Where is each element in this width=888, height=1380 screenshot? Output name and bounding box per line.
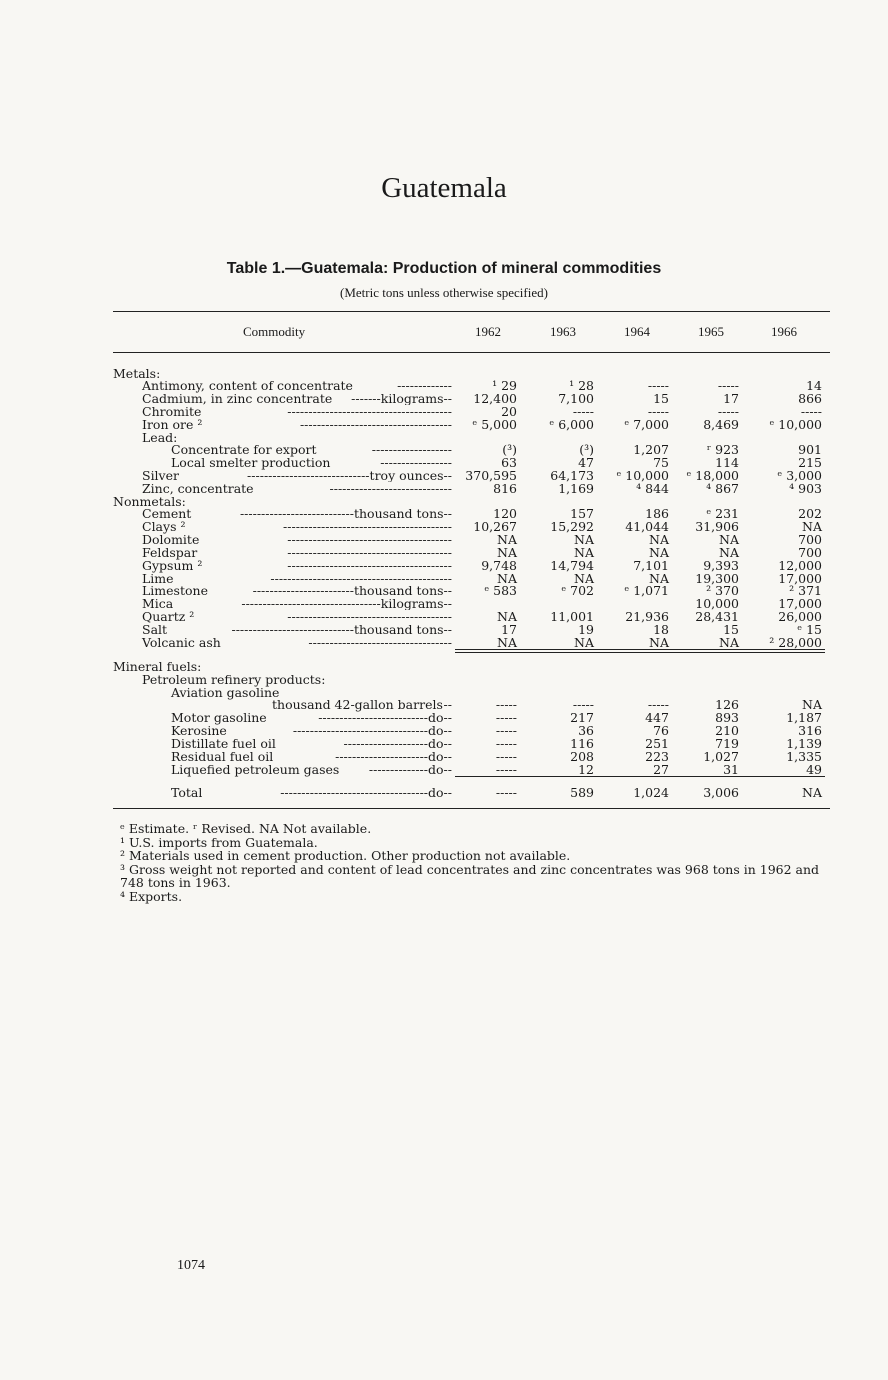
- table-cell: NA: [649, 571, 669, 586]
- footnotes: [120, 822, 832, 903]
- column-header-1963: 1963: [550, 324, 576, 339]
- table-cell: ᵉ 18,000: [686, 468, 739, 483]
- page-title: Guatemala: [381, 172, 507, 204]
- leader-dots: ---------------------------: [239, 507, 354, 520]
- column-header-commodity: Commodity: [243, 324, 306, 339]
- table-cell: 17: [723, 391, 739, 406]
- table-cell: 64,173: [550, 468, 594, 483]
- row-leader: [206, 786, 452, 799]
- table-cell: 210: [715, 723, 739, 738]
- row-unit: kilograms: [380, 597, 444, 610]
- leader-dots: ----------------------------------: [308, 636, 452, 649]
- row-unit: kilograms: [380, 392, 444, 405]
- footnote-legend: ᵉ Estimate. ʳ Revised. NA Not available.: [120, 821, 372, 836]
- table-cell: NA: [574, 635, 594, 650]
- table-cell: 63: [501, 455, 517, 470]
- table-cell: ¹ 29: [492, 378, 517, 393]
- row-leader: [170, 597, 452, 610]
- table-cell: -----: [495, 762, 517, 777]
- table-cell: NA: [497, 545, 517, 560]
- table-cell: NA: [649, 545, 669, 560]
- table-cell: 11,001: [550, 609, 594, 624]
- table-cell: 126: [715, 697, 739, 712]
- row-leader: [198, 546, 452, 559]
- table-cell: NA: [802, 785, 822, 800]
- table-cell: 41,044: [625, 519, 669, 534]
- column-header-1964: 1964: [624, 324, 650, 339]
- row-leader: [198, 533, 452, 546]
- table-cell: 1,024: [633, 785, 669, 800]
- table-cell: ⁴ 903: [789, 481, 822, 496]
- table-cell: 1,169: [558, 481, 594, 496]
- row-label: Volcanic ash: [142, 635, 221, 650]
- footnote-3-cont: 748 tons in 1963.: [120, 875, 231, 890]
- table-cell: 370,595: [465, 468, 517, 483]
- table-cell: 36: [578, 723, 594, 738]
- table-cell: ᵉ 10,000: [769, 417, 822, 432]
- row-leader: [198, 610, 452, 623]
- footnote-2: ² Materials used in cement production. Other production not available.: [120, 848, 571, 863]
- row-leader: [338, 392, 452, 405]
- leader-dots: -------------: [397, 379, 452, 392]
- table-cell: ᵉ 10,000: [616, 468, 669, 483]
- table-cell: NA: [802, 697, 822, 712]
- table-cell: 186: [645, 506, 669, 521]
- table-cell: ² 28,000: [769, 635, 822, 650]
- table-cell: 10,000: [695, 596, 739, 611]
- table-cell: (³): [579, 442, 594, 457]
- leader-dots: ---------------------------------------: [287, 610, 452, 623]
- table-cell: 116: [570, 736, 594, 751]
- table-cell: 17,000: [778, 596, 822, 611]
- row-leader: [261, 482, 452, 495]
- row-unit: thousand tons: [353, 623, 444, 636]
- row-leader: [325, 443, 452, 456]
- row-label: Silver: [142, 468, 179, 483]
- table-cell: 1,027: [703, 749, 739, 764]
- row-label: Lead:: [142, 430, 178, 445]
- leader-dots: -------------------: [371, 443, 452, 456]
- row-label: Cement: [142, 506, 192, 521]
- leader-dots: ------------------------: [252, 584, 354, 597]
- row-leader: [339, 456, 452, 469]
- leader-dots: --: [443, 724, 452, 737]
- table-cell: NA: [649, 635, 669, 650]
- table-cell: NA: [574, 532, 594, 547]
- table-cell: 7,100: [558, 391, 594, 406]
- table-cell: 17: [501, 622, 517, 637]
- table-cell: NA: [649, 532, 669, 547]
- table-cell: -----: [717, 378, 739, 393]
- leader-dots: -----------------------------: [329, 482, 452, 495]
- table-cell: 18: [653, 622, 669, 637]
- table-cell: -----: [717, 404, 739, 419]
- table-cell: ¹ 28: [569, 378, 594, 393]
- table-cell: 10,267: [473, 519, 517, 534]
- table-cell: 9,748: [481, 558, 517, 573]
- leader-dots: --------------------: [343, 737, 429, 750]
- table-cell: 1,139: [786, 736, 822, 751]
- row-leader: [198, 559, 452, 572]
- leader-dots: --------------: [368, 763, 429, 776]
- table-cell: 120: [493, 506, 517, 521]
- row-label: Feldspar: [142, 545, 198, 560]
- table-cell: 15,292: [550, 519, 594, 534]
- leader-dots: ----------------------: [335, 750, 429, 763]
- table-cell: 75: [653, 455, 669, 470]
- leader-dots: --: [443, 507, 452, 520]
- leader-dots: -----------------: [380, 456, 452, 469]
- table-cell: -----: [572, 404, 594, 419]
- table-cell: 17,000: [778, 571, 822, 586]
- table-cell: NA: [719, 532, 739, 547]
- table-cell: 26,000: [778, 609, 822, 624]
- leader-dots: -----------------------------: [231, 623, 354, 636]
- row-unit: do: [428, 711, 444, 724]
- column-header-1962: 1962: [475, 324, 501, 339]
- row-label: Local smelter production: [171, 455, 331, 470]
- table-cell: ⁴ 844: [636, 481, 669, 496]
- table-cell: 14,794: [550, 558, 594, 573]
- table-cell: 7,101: [633, 558, 669, 573]
- row-label: Antimony, content of concentrate: [142, 378, 353, 393]
- row-leader: [191, 520, 452, 533]
- leader-dots: --: [443, 584, 452, 597]
- table-cell: -----: [495, 736, 517, 751]
- row-label: Kerosine: [171, 723, 227, 738]
- leader-dots: ---------------------------------------: [287, 546, 452, 559]
- table-cell: 700: [798, 532, 822, 547]
- table-cell: 19: [578, 622, 594, 637]
- table-cell: -----: [647, 697, 669, 712]
- leader-dots: -------: [351, 392, 381, 405]
- leader-dots: --------------------------------: [292, 724, 429, 737]
- leader-dots: --: [443, 698, 452, 711]
- table-cell: 47: [578, 455, 594, 470]
- table-cell: -----: [495, 723, 517, 738]
- table-cell: -----: [572, 697, 594, 712]
- table-cell: NA: [802, 519, 822, 534]
- table-cell: 1,335: [786, 749, 822, 764]
- leader-dots: --: [443, 623, 452, 636]
- row-label: Residual fuel oil: [171, 749, 274, 764]
- table-cell: ᵉ 231: [706, 506, 739, 521]
- table-cell: -----: [647, 378, 669, 393]
- leader-dots: --: [443, 392, 452, 405]
- table-title: Table 1.—Guatemala: Production of mineral commodities: [226, 260, 662, 277]
- table-cell: 208: [570, 749, 594, 764]
- table-cell: NA: [497, 609, 517, 624]
- table-cell: 12: [578, 762, 594, 777]
- table-cell: 223: [645, 749, 669, 764]
- table-cell: -----: [800, 404, 822, 419]
- table-cell: ² 370: [706, 583, 739, 598]
- leader-dots: --: [443, 597, 452, 610]
- leader-dots: --: [443, 763, 452, 776]
- table-cell: 3,006: [703, 785, 739, 800]
- row-label: Clays ²: [142, 519, 186, 534]
- row-unit: do: [428, 750, 444, 763]
- table-cell: 15: [723, 622, 739, 637]
- footnote-4: ⁴ Exports.: [120, 888, 183, 904]
- table-subtitle: (Metric tons unless otherwise specified): [340, 285, 548, 300]
- row-label: Iron ore ²: [142, 417, 203, 432]
- leader-dots: ---------------------------------------: [287, 405, 452, 418]
- row-label: thousand 42-gallon barrels: [272, 697, 443, 712]
- table-cell: ᵉ 3,000: [777, 468, 822, 483]
- table-cell: 901: [798, 442, 822, 457]
- table-cell: 21,936: [625, 609, 669, 624]
- table-cell: -----: [495, 697, 517, 712]
- table-cell: 700: [798, 545, 822, 560]
- table-cell: 202: [798, 506, 822, 521]
- table-cell: ᵉ 5,000: [472, 417, 517, 432]
- nonmetals-double-rule: [455, 649, 825, 650]
- table-cell: 251: [645, 736, 669, 751]
- table-cell: (³): [502, 442, 517, 457]
- table-cell: 217: [570, 710, 594, 725]
- table-cell: ᵉ 702: [561, 583, 594, 598]
- leader-dots: --------------------------: [318, 711, 429, 724]
- column-header-1966: 1966: [771, 324, 797, 339]
- table-cell: -----: [495, 749, 517, 764]
- table-cell: NA: [719, 635, 739, 650]
- row-label: Motor gasoline: [171, 710, 267, 725]
- footnote-1: ¹ U.S. imports from Guatemala.: [120, 834, 318, 850]
- leader-dots: -----------------------------------: [280, 786, 429, 799]
- row-unit: thousand tons: [353, 507, 444, 520]
- row-label: Quartz ²: [142, 609, 195, 624]
- table-cell: 20: [501, 404, 517, 419]
- table-cell: ᵉ 6,000: [549, 417, 594, 432]
- row-unit: thousand tons: [353, 584, 444, 597]
- table-cell: 1,207: [633, 442, 669, 457]
- total-rule: [455, 776, 825, 777]
- row-leader: [226, 636, 452, 649]
- table-cell: 12,400: [473, 391, 517, 406]
- leader-dots: -----------------------------: [247, 469, 370, 482]
- table-cell: 9,393: [703, 558, 739, 573]
- leader-dots: --: [443, 737, 452, 750]
- row-label: Concentrate for export: [171, 442, 317, 457]
- row-label: Petroleum refinery products:: [142, 672, 326, 687]
- table-cell: 27: [653, 762, 669, 777]
- row-label: Gypsum ²: [142, 558, 203, 573]
- row-label: Lime: [142, 571, 174, 586]
- column-header-1965: 1965: [698, 324, 724, 339]
- table-cell: -----: [495, 710, 517, 725]
- table-cell: 719: [715, 736, 739, 751]
- leader-dots: ---------------------------------------: [287, 533, 452, 546]
- row-leader: [184, 507, 452, 520]
- table-cell: 28,431: [695, 609, 739, 624]
- row-unit: do: [428, 763, 444, 776]
- leader-dots: ---------------------------------: [241, 597, 381, 610]
- row-leader: [212, 418, 452, 431]
- nonmetals-double-rule-2: [455, 652, 825, 653]
- leader-dots: ------------------------------------: [299, 418, 452, 431]
- leader-dots: ---------------------------------------: [287, 559, 452, 572]
- row-label: Aviation gasoline: [171, 685, 280, 700]
- table-cell: 114: [715, 455, 739, 470]
- table-cell: NA: [574, 545, 594, 560]
- row-label: Salt: [142, 622, 168, 637]
- row-label: Zinc, concentrate: [142, 481, 254, 496]
- table-cell: 447: [645, 710, 669, 725]
- table-header-rule: [113, 352, 830, 353]
- row-leader: [205, 584, 452, 597]
- row-leader: [198, 405, 452, 418]
- row-label: Limestone: [142, 583, 208, 598]
- leader-dots: ----------------------------------------: [283, 520, 452, 533]
- table-cell: ⁴ 867: [706, 481, 739, 496]
- row-leader: [304, 737, 452, 750]
- table-cell: ² 371: [789, 583, 822, 598]
- page-number: 1074: [177, 1258, 205, 1273]
- table-cell: ᵉ 15: [797, 622, 822, 637]
- row-label: Mineral fuels:: [113, 659, 202, 674]
- table-cell: 31,906: [695, 519, 739, 534]
- row-leader: [269, 711, 452, 724]
- row-label: Cadmium, in zinc concentrate: [142, 391, 333, 406]
- row-label: Chromite: [142, 404, 202, 419]
- table-cell: NA: [497, 571, 517, 586]
- table-cell: 1,187: [786, 710, 822, 725]
- table-cell: ʳ 923: [706, 442, 739, 457]
- leader-dots: --: [443, 469, 452, 482]
- leader-dots: --: [443, 786, 452, 799]
- table-cell: 157: [570, 506, 594, 521]
- table-cell: 15: [653, 391, 669, 406]
- table-cell: 19,300: [695, 571, 739, 586]
- table-cell: 8,469: [703, 417, 739, 432]
- row-label: Distillate fuel oil: [171, 736, 276, 751]
- table-cell: 14: [806, 378, 822, 393]
- row-label: Liquefied petroleum gases: [171, 762, 340, 777]
- table-cell: NA: [497, 532, 517, 547]
- row-unit: do: [428, 737, 444, 750]
- table-cell: 893: [715, 710, 739, 725]
- table-cell: 589: [570, 785, 594, 800]
- row-label: Metals:: [113, 366, 161, 381]
- table-cell: 76: [653, 723, 669, 738]
- row-label: Mica: [142, 596, 174, 611]
- table-cell: 215: [798, 455, 822, 470]
- table-cell: 31: [723, 762, 739, 777]
- table-top-rule: [113, 311, 830, 312]
- row-label: Dolomite: [142, 532, 200, 547]
- table-cell: -----: [495, 785, 517, 800]
- table-cell: ᵉ 1,071: [624, 583, 669, 598]
- table-cell: NA: [497, 635, 517, 650]
- table-cell: 316: [798, 723, 822, 738]
- table-cell: NA: [574, 571, 594, 586]
- row-unit: troy ounces: [369, 469, 444, 482]
- row-label: Total: [171, 785, 203, 800]
- table-cell: NA: [719, 545, 739, 560]
- row-unit: do: [428, 786, 444, 799]
- table-cell: -----: [647, 404, 669, 419]
- table-cell: ᵉ 583: [484, 583, 517, 598]
- row-label: Nonmetals:: [113, 494, 186, 509]
- table-cell: 866: [798, 391, 822, 406]
- table-cell: 816: [493, 481, 517, 496]
- table-cell: ᵉ 7,000: [624, 417, 669, 432]
- leader-dots: --: [443, 711, 452, 724]
- leader-dots: --: [443, 750, 452, 763]
- leader-dots: -------------------------------------------: [270, 572, 452, 585]
- row-unit: do: [428, 724, 444, 737]
- footnote-3: ³ Gross weight not reported and content of lead concentrates and zinc concentrates was 968 tons in 1962 and: [120, 861, 820, 877]
- table-bottom-rule: [113, 808, 830, 809]
- table-cell: 49: [806, 762, 822, 777]
- table-cell: 12,000: [778, 558, 822, 573]
